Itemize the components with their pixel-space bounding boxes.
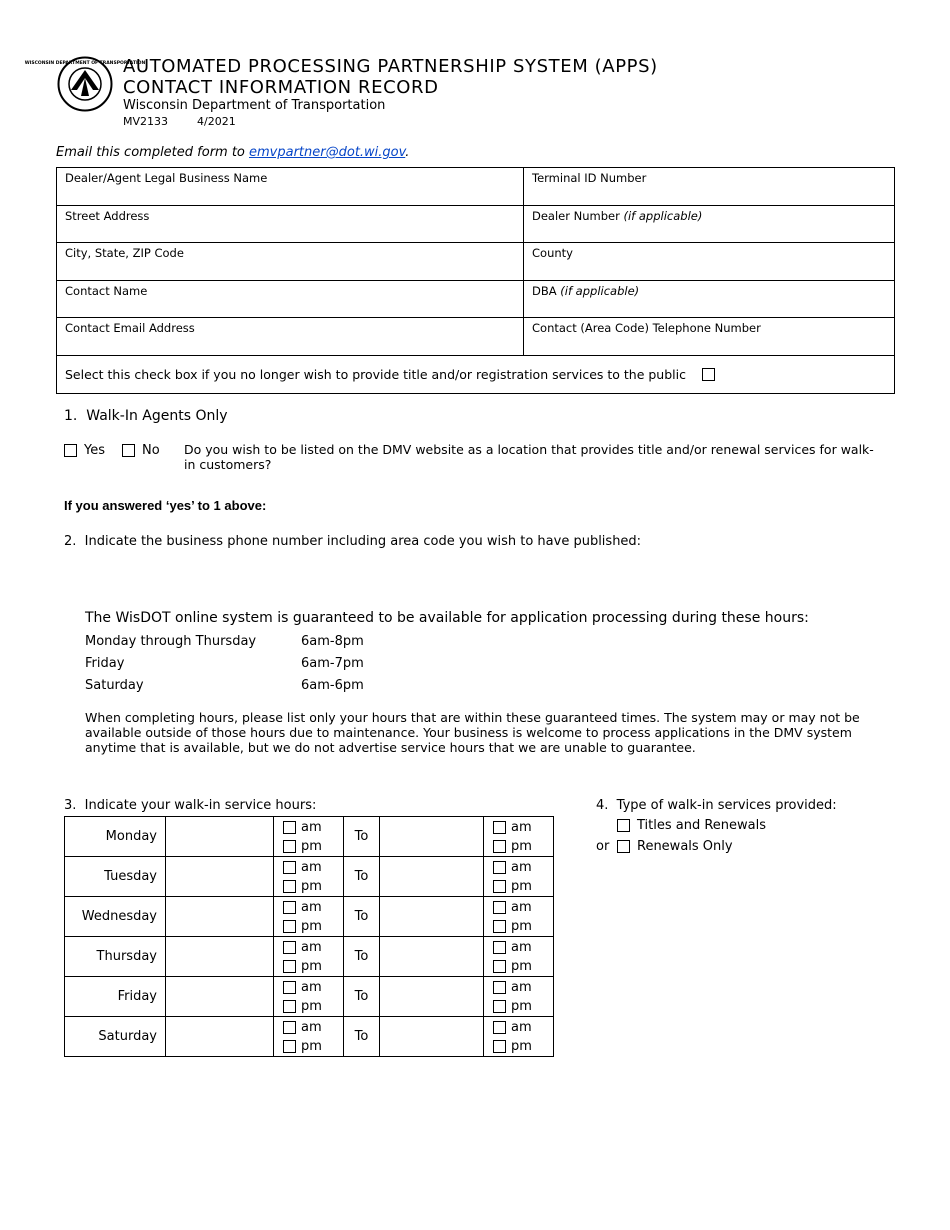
- field-label: Contact (Area Code) Telephone Number: [532, 321, 761, 336]
- am-label: am: [511, 899, 532, 915]
- grid-row: [57, 318, 894, 356]
- schedule-hours: 6am-6pm: [301, 678, 364, 693]
- schedule-days: Monday through Thursday: [85, 634, 257, 649]
- field-label: DBA: [532, 283, 561, 298]
- hours-row: [65, 977, 554, 1017]
- am-label: am: [301, 819, 322, 835]
- grid-row: [57, 243, 894, 281]
- walkin-yes-option[interactable]: [64, 443, 105, 458]
- close-pm-checkbox[interactable]: [493, 1000, 506, 1013]
- department-name: Wisconsin Department of Transportation: [123, 98, 386, 113]
- day-label: Tuesday: [65, 857, 166, 897]
- open-ampm: [274, 817, 344, 857]
- close-time-field[interactable]: [380, 937, 484, 977]
- close-am-checkbox[interactable]: [493, 861, 506, 874]
- am-label: am: [511, 819, 532, 835]
- open-ampm: [274, 897, 344, 937]
- am-label: am: [511, 979, 532, 995]
- contact-phone-field[interactable]: [524, 318, 894, 355]
- close-am-checkbox[interactable]: [493, 821, 506, 834]
- close-am-checkbox[interactable]: [493, 981, 506, 994]
- pm-label: pm: [301, 878, 322, 894]
- stop-services-checkbox[interactable]: [702, 368, 715, 381]
- to-label: To: [344, 977, 380, 1017]
- close-am-checkbox[interactable]: [493, 901, 506, 914]
- no-label: No: [142, 443, 160, 458]
- if-yes-heading: If you answered ‘yes’ to 1 above:: [64, 498, 267, 513]
- close-ampm: [484, 1017, 554, 1057]
- close-time-field[interactable]: [380, 857, 484, 897]
- yes-label: Yes: [84, 443, 105, 458]
- stop-services-label: Select this check box if you no longer wish to provide title and/or registration services to the public: [65, 366, 686, 382]
- renewals-only-checkbox[interactable]: [617, 840, 630, 853]
- close-time-field[interactable]: [380, 977, 484, 1017]
- field-label: Contact Name: [65, 283, 148, 298]
- close-pm-checkbox[interactable]: [493, 840, 506, 853]
- open-pm-checkbox[interactable]: [283, 960, 296, 973]
- to-label: To: [344, 817, 380, 857]
- pm-label: pm: [301, 838, 322, 854]
- field-label: Terminal ID Number: [532, 171, 647, 185]
- open-am-checkbox[interactable]: [283, 821, 296, 834]
- open-time-field[interactable]: [166, 937, 274, 977]
- open-ampm: [274, 857, 344, 897]
- contact-email-field[interactable]: [57, 318, 524, 355]
- grid-row: [57, 168, 894, 206]
- close-ampm: [484, 817, 554, 857]
- day-label: Monday: [65, 817, 166, 857]
- schedule-hours: 6am-7pm: [301, 656, 364, 671]
- email-instruction-suffix: .: [405, 145, 410, 160]
- to-label: To: [344, 897, 380, 937]
- walkin-hours-table: [64, 816, 554, 1057]
- close-time-field[interactable]: [380, 817, 484, 857]
- dealer-number-field[interactable]: [524, 206, 894, 243]
- open-am-checkbox[interactable]: [283, 861, 296, 874]
- street-address-field[interactable]: [57, 206, 524, 243]
- open-ampm: [274, 977, 344, 1017]
- close-pm-checkbox[interactable]: [493, 880, 506, 893]
- day-label: Saturday: [65, 1017, 166, 1057]
- schedule-days: Saturday: [85, 678, 144, 693]
- pm-label: pm: [301, 1038, 322, 1054]
- pm-label: pm: [511, 1038, 532, 1054]
- field-note: (if applicable): [560, 283, 640, 298]
- am-label: am: [301, 859, 322, 875]
- pm-label: pm: [511, 838, 532, 854]
- field-label: County: [532, 246, 573, 261]
- form-title-line2: CONTACT INFORMATION RECORD: [123, 77, 439, 98]
- wisdot-seal-logo: [24, 56, 146, 112]
- close-ampm: [484, 857, 554, 897]
- grid-row: [57, 356, 894, 393]
- section1-question: Do you wish to be listed on the DMV website as a location that provides title and/or renewal services for walk-in customers?: [184, 442, 874, 472]
- pm-label: pm: [511, 998, 532, 1014]
- grid-row: [57, 281, 894, 319]
- close-ampm: [484, 937, 554, 977]
- close-am-checkbox[interactable]: [493, 1021, 506, 1034]
- open-pm-checkbox[interactable]: [283, 1040, 296, 1053]
- renewals-only-option[interactable]: [617, 839, 733, 854]
- pm-label: pm: [511, 918, 532, 934]
- grid-row: [57, 206, 894, 244]
- open-pm-checkbox[interactable]: [283, 880, 296, 893]
- close-ampm: [484, 897, 554, 937]
- logo-text: WISCONSIN DEPARTMENT OF TRANSPORTATION: [24, 61, 146, 66]
- open-pm-checkbox[interactable]: [283, 840, 296, 853]
- option-label: Renewals Only: [637, 839, 733, 854]
- am-label: am: [511, 1019, 532, 1035]
- field-label: Street Address: [65, 208, 150, 223]
- dba-field[interactable]: [524, 281, 894, 318]
- close-time-field[interactable]: [380, 897, 484, 937]
- am-label: am: [511, 859, 532, 875]
- day-label: Friday: [65, 977, 166, 1017]
- to-label: To: [344, 1017, 380, 1057]
- open-pm-checkbox[interactable]: [283, 1000, 296, 1013]
- open-ampm: [274, 937, 344, 977]
- open-ampm: [274, 1017, 344, 1057]
- open-time-field[interactable]: [166, 1017, 274, 1057]
- or-label: or: [596, 839, 610, 854]
- hours-row: [65, 897, 554, 937]
- walkin-no-checkbox[interactable]: [122, 444, 135, 457]
- open-time-field[interactable]: [166, 977, 274, 1017]
- form-title-line1: AUTOMATED PROCESSING PARTNERSHIP SYSTEM (APPS): [123, 56, 658, 77]
- field-label: Dealer Number: [532, 208, 624, 223]
- open-pm-checkbox[interactable]: [283, 920, 296, 933]
- field-label: City, State, ZIP Code: [65, 246, 184, 261]
- business-name-field[interactable]: [57, 168, 524, 205]
- terminal-id-field[interactable]: [524, 168, 894, 205]
- close-ampm: [484, 977, 554, 1017]
- close-pm-checkbox[interactable]: [493, 1040, 506, 1053]
- section3-heading: 3. Indicate your walk-in service hours:: [64, 798, 317, 813]
- pm-label: pm: [301, 958, 322, 974]
- hours-row: [65, 1017, 554, 1057]
- walkin-no-option[interactable]: [122, 443, 160, 458]
- open-time-field[interactable]: [166, 857, 274, 897]
- city-state-zip-field[interactable]: [57, 243, 524, 280]
- close-am-checkbox[interactable]: [493, 941, 506, 954]
- form-number: MV2133: [123, 115, 169, 128]
- to-label: To: [344, 857, 380, 897]
- email-link[interactable]: emvpartner@dot.wi.gov: [249, 145, 406, 160]
- close-pm-checkbox[interactable]: [493, 960, 506, 973]
- pm-label: pm: [301, 998, 322, 1014]
- titles-and-renewals-checkbox[interactable]: [617, 819, 630, 832]
- am-label: am: [301, 899, 322, 915]
- am-label: am: [511, 939, 532, 955]
- contact-info-grid: [56, 167, 895, 394]
- am-label: am: [301, 1019, 322, 1035]
- field-note: (if applicable): [623, 208, 703, 223]
- email-instruction-prefix: Email this completed form to: [56, 145, 250, 160]
- pm-label: pm: [511, 958, 532, 974]
- pm-label: pm: [301, 918, 322, 934]
- section4-heading: 4. Type of walk-in services provided:: [596, 798, 837, 813]
- pm-label: pm: [511, 878, 532, 894]
- option-label: Titles and Renewals: [637, 818, 767, 833]
- schedule-hours: 6am-8pm: [301, 634, 364, 649]
- availability-intro: The WisDOT online system is guaranteed to be available for application processing during these hours:: [85, 610, 809, 626]
- titles-and-renewals-option[interactable]: [617, 818, 766, 833]
- hours-row: [65, 937, 554, 977]
- open-am-checkbox[interactable]: [283, 981, 296, 994]
- walkin-yes-checkbox[interactable]: [64, 444, 77, 457]
- email-instruction: [56, 145, 409, 160]
- open-am-checkbox[interactable]: [283, 941, 296, 954]
- open-am-checkbox[interactable]: [283, 901, 296, 914]
- close-pm-checkbox[interactable]: [493, 920, 506, 933]
- close-time-field[interactable]: [380, 1017, 484, 1057]
- hours-row: [65, 857, 554, 897]
- am-label: am: [301, 939, 322, 955]
- schedule-days: Friday: [85, 656, 125, 671]
- to-label: To: [344, 937, 380, 977]
- section1-heading: 1. Walk-In Agents Only: [64, 408, 228, 424]
- day-label: Wednesday: [65, 897, 166, 937]
- county-field[interactable]: [524, 243, 894, 280]
- am-label: am: [301, 979, 322, 995]
- open-am-checkbox[interactable]: [283, 1021, 296, 1034]
- section2-prompt: 2. Indicate the business phone number including area code you wish to have published:: [64, 534, 642, 549]
- field-label: Dealer/Agent Legal Business Name: [65, 171, 268, 185]
- form-date: 4/2021: [197, 115, 236, 128]
- field-label: Contact Email Address: [65, 321, 195, 336]
- day-label: Thursday: [65, 937, 166, 977]
- hours-row: [65, 817, 554, 857]
- availability-note: When completing hours, please list only your hours that are within these guaranteed times. The system may or may not be available outside of those hours due to maintenance. Your business is welcome to process applications in the DMV system anytime that is available, but we do not advertise service hours that we are unable to guarantee.: [85, 710, 860, 755]
- open-time-field[interactable]: [166, 817, 274, 857]
- contact-name-field[interactable]: [57, 281, 524, 318]
- open-time-field[interactable]: [166, 897, 274, 937]
